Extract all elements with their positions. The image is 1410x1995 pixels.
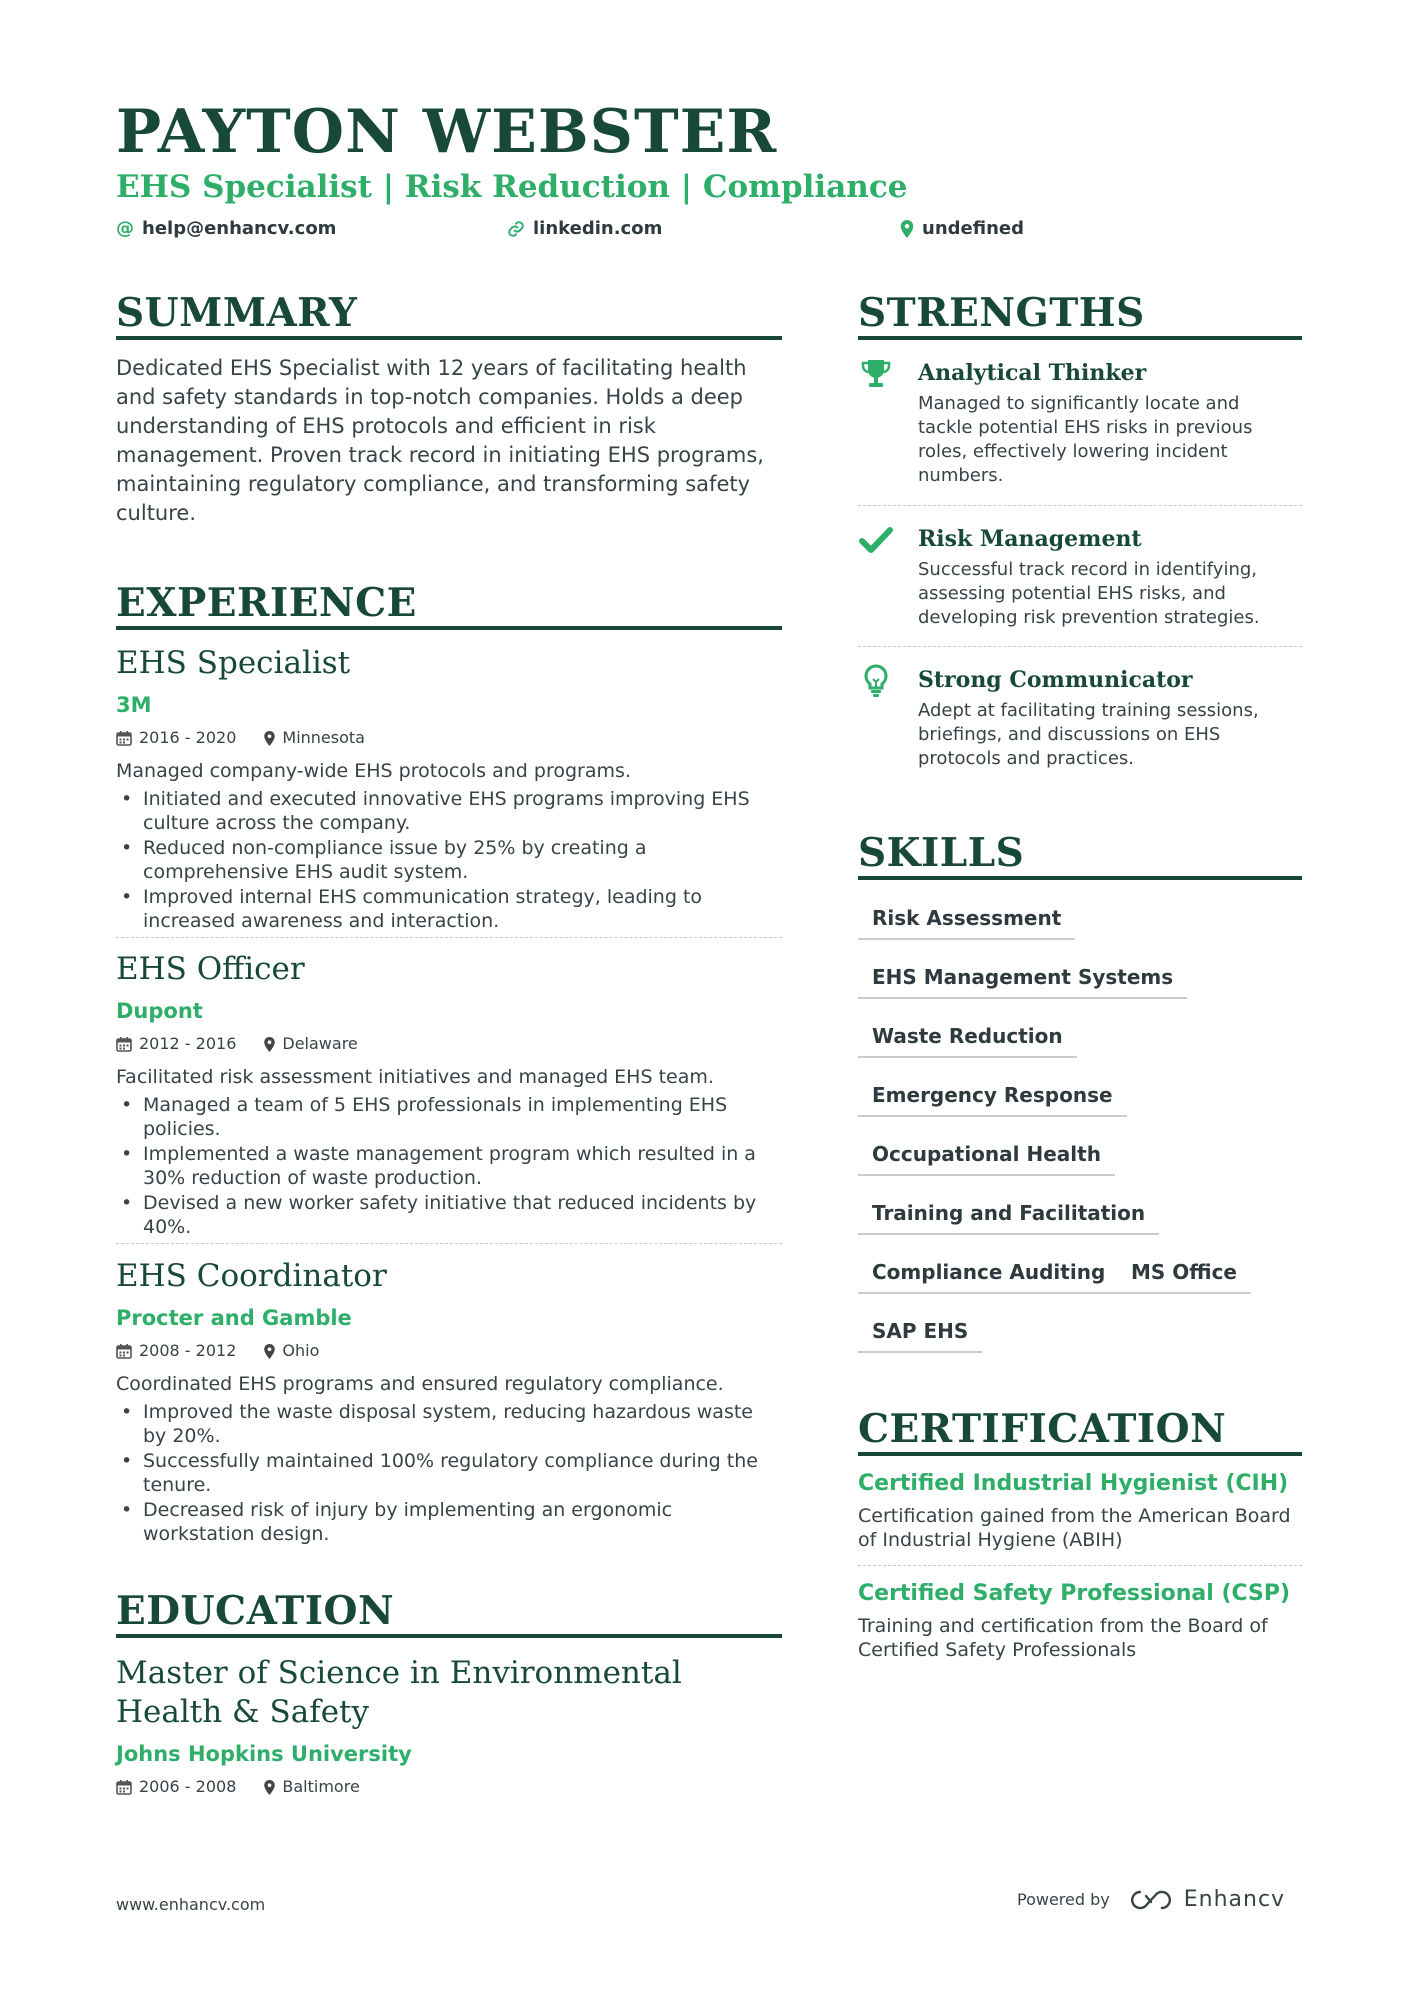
contact-location bbox=[900, 218, 1024, 239]
strength-text: Managed to significantly locate and tackle potential EHS risks in previous roles, effectively lowering incident numbers. bbox=[918, 393, 1253, 486]
certification-text: Training and certification from the Board of Certified Safety Professionals bbox=[858, 1615, 1268, 1661]
education-heading: EDUCATION bbox=[116, 1588, 395, 1634]
enhancv-logo[interactable] bbox=[1128, 1887, 1285, 1912]
strength-separator bbox=[858, 505, 1302, 506]
calendar-icon bbox=[116, 1343, 132, 1359]
link-icon bbox=[507, 220, 525, 238]
education-location-text: Baltimore bbox=[282, 1777, 360, 1796]
candidate-name: PAYTON WEBSTER bbox=[116, 97, 778, 167]
job-company: 3M bbox=[116, 693, 152, 717]
job-title: EHS Officer bbox=[116, 951, 305, 987]
job-location bbox=[264, 730, 365, 746]
job-dates-text: 2016 - 2020 bbox=[139, 728, 237, 747]
job-location-text: Minnesota bbox=[282, 728, 365, 747]
job-dates-text: 2008 - 2012 bbox=[139, 1341, 237, 1360]
job-description: Facilitated risk assessment initiatives and managed EHS team. bbox=[116, 1066, 714, 1088]
job-separator bbox=[116, 1243, 782, 1244]
job-entry bbox=[116, 951, 782, 1240]
job-separator bbox=[116, 937, 782, 938]
strength-title: Analytical Thinker bbox=[918, 360, 1147, 386]
job-bullet: • Managed a team of 5 EHS professionals in implementing EHS policies. bbox=[116, 1093, 782, 1141]
job-location bbox=[264, 1036, 357, 1052]
skill-tag: EHS Management Systems bbox=[858, 967, 1187, 999]
education-divider bbox=[116, 1634, 782, 1638]
job-bullets bbox=[116, 1400, 782, 1546]
job-company: Procter and Gamble bbox=[116, 1306, 352, 1330]
job-bullet: • Reduced non-compliance issue by 25% by creating a comprehensive EHS audit system. bbox=[116, 836, 782, 884]
job-bullet: • Improved the waste disposal system, reducing hazardous waste by 20%. bbox=[116, 1400, 782, 1448]
strength-item bbox=[858, 356, 1302, 496]
strength-separator bbox=[858, 646, 1302, 647]
certification-item bbox=[858, 1473, 1302, 1552]
footer-website[interactable]: www.enhancv.com bbox=[116, 1895, 266, 1914]
education-entry bbox=[116, 1654, 782, 1795]
email-text: help@enhancv.com bbox=[142, 218, 337, 239]
experience-heading: EXPERIENCE bbox=[116, 580, 417, 626]
strength-text: Successful track record in identifying, assessing potential EHS risks, and developing risk prevention strategies. bbox=[918, 559, 1260, 628]
certification-title: Certified Safety Professional (CSP) bbox=[858, 1581, 1291, 1606]
skill-tag: Emergency Response bbox=[858, 1085, 1127, 1117]
job-dates-text: 2012 - 2016 bbox=[139, 1034, 237, 1053]
calendar-icon bbox=[116, 730, 132, 746]
job-bullet: • Implemented a waste management program which resulted in a 30% reduction of waste production. bbox=[116, 1142, 782, 1190]
education-location bbox=[264, 1779, 359, 1795]
calendar-icon bbox=[116, 1036, 132, 1052]
skill-tag: SAP EHS bbox=[858, 1321, 982, 1353]
strength-title: Risk Management bbox=[918, 526, 1142, 552]
checkmark-icon bbox=[858, 522, 894, 558]
strengths-divider bbox=[858, 336, 1302, 340]
job-bullet: • Devised a new worker safety initiative that reduced incidents by 40%. bbox=[116, 1191, 782, 1239]
lightbulb-icon bbox=[858, 663, 894, 699]
location-pin-icon bbox=[264, 731, 275, 746]
job-dates bbox=[116, 1036, 236, 1052]
education-degree: Master of Science in Environmental Health & Safety bbox=[116, 1655, 682, 1730]
job-dates bbox=[116, 730, 236, 746]
education-dates bbox=[116, 1779, 236, 1795]
skill-tag: Compliance Auditing bbox=[858, 1262, 1119, 1294]
strength-text: Adept at facilitating training sessions, briefings, and discussions on EHS protocols and practices. bbox=[918, 700, 1259, 769]
education-school: Johns Hopkins University bbox=[116, 1742, 412, 1766]
job-title: EHS Specialist bbox=[116, 645, 351, 681]
job-title: EHS Coordinator bbox=[116, 1258, 387, 1294]
strength-title: Strong Communicator bbox=[918, 667, 1193, 693]
job-bullet: • Improved internal EHS communication strategy, leading to increased awareness and interaction. bbox=[116, 885, 782, 933]
location-pin-icon bbox=[900, 220, 914, 238]
summary-divider bbox=[116, 336, 782, 340]
skills-divider bbox=[858, 876, 1302, 880]
linkedin-text: linkedin.com bbox=[533, 218, 663, 239]
certification-heading: CERTIFICATION bbox=[858, 1406, 1227, 1452]
job-location bbox=[264, 1343, 319, 1359]
trophy-icon bbox=[858, 356, 894, 392]
job-bullet: • Successfully maintained 100% regulatory compliance during the tenure. bbox=[116, 1449, 782, 1497]
education-meta bbox=[116, 1779, 782, 1795]
summary-heading: SUMMARY bbox=[116, 290, 358, 336]
contact-linkedin[interactable] bbox=[507, 218, 662, 239]
skill-tag: Occupational Health bbox=[858, 1144, 1115, 1176]
job-location-text: Ohio bbox=[282, 1341, 320, 1360]
education-dates-text: 2006 - 2008 bbox=[139, 1777, 237, 1796]
job-entry bbox=[116, 645, 782, 934]
job-bullet: • Decreased risk of injury by implementing an ergonomic workstation design. bbox=[116, 1498, 782, 1546]
strengths-heading: STRENGTHS bbox=[858, 290, 1145, 336]
certification-separator bbox=[858, 1565, 1302, 1566]
skill-tag: MS Office bbox=[1117, 1262, 1251, 1294]
experience-divider bbox=[116, 626, 782, 630]
location-pin-icon bbox=[264, 1344, 275, 1359]
job-location-text: Delaware bbox=[282, 1034, 358, 1053]
summary-text: Dedicated EHS Specialist with 12 years of facilitating health and safety standards in top-notch companies. Holds a deep understanding of EHS protocols and efficient in risk management. Proven track record in initiating EHS programs, maintaining regulatory compliance, and transforming safety culture. bbox=[116, 356, 764, 525]
job-meta bbox=[116, 730, 782, 746]
skill-tag: Waste Reduction bbox=[858, 1026, 1077, 1058]
certification-text: Certification gained from the American Board of Industrial Hygiene (ABIH) bbox=[858, 1505, 1291, 1551]
contact-email[interactable] bbox=[116, 218, 336, 239]
skills-heading: SKILLS bbox=[858, 830, 1025, 876]
job-description: Managed company-wide EHS protocols and programs. bbox=[116, 760, 631, 782]
location-pin-icon bbox=[264, 1780, 275, 1795]
location-text: undefined bbox=[922, 218, 1024, 239]
job-bullets bbox=[116, 787, 782, 933]
brand-name: Enhancv bbox=[1183, 1887, 1286, 1912]
candidate-title: EHS Specialist | Risk Reduction | Compliance bbox=[116, 169, 908, 205]
certification-item bbox=[858, 1583, 1302, 1662]
enhancv-logo-icon bbox=[1128, 1888, 1174, 1912]
location-pin-icon bbox=[264, 1037, 275, 1052]
strength-item bbox=[858, 663, 1302, 773]
job-entry bbox=[116, 1258, 782, 1547]
job-company: Dupont bbox=[116, 999, 203, 1023]
job-bullets bbox=[116, 1093, 782, 1239]
skill-tag: Training and Facilitation bbox=[858, 1203, 1159, 1235]
job-meta bbox=[116, 1036, 782, 1052]
footer-branding bbox=[1017, 1887, 1285, 1912]
job-bullet: • Initiated and executed innovative EHS programs improving EHS culture across the company. bbox=[116, 787, 782, 835]
calendar-icon bbox=[116, 1779, 132, 1795]
job-dates bbox=[116, 1343, 236, 1359]
certification-divider bbox=[858, 1452, 1302, 1456]
job-description: Coordinated EHS programs and ensured regulatory compliance. bbox=[116, 1373, 724, 1395]
at-icon: @ bbox=[116, 218, 134, 239]
skill-tag: Risk Assessment bbox=[858, 908, 1075, 940]
job-meta bbox=[116, 1343, 782, 1359]
powered-by-text: Powered by bbox=[1017, 1890, 1110, 1909]
strength-item bbox=[858, 522, 1302, 632]
certification-title: Certified Industrial Hygienist (CIH) bbox=[858, 1471, 1289, 1496]
